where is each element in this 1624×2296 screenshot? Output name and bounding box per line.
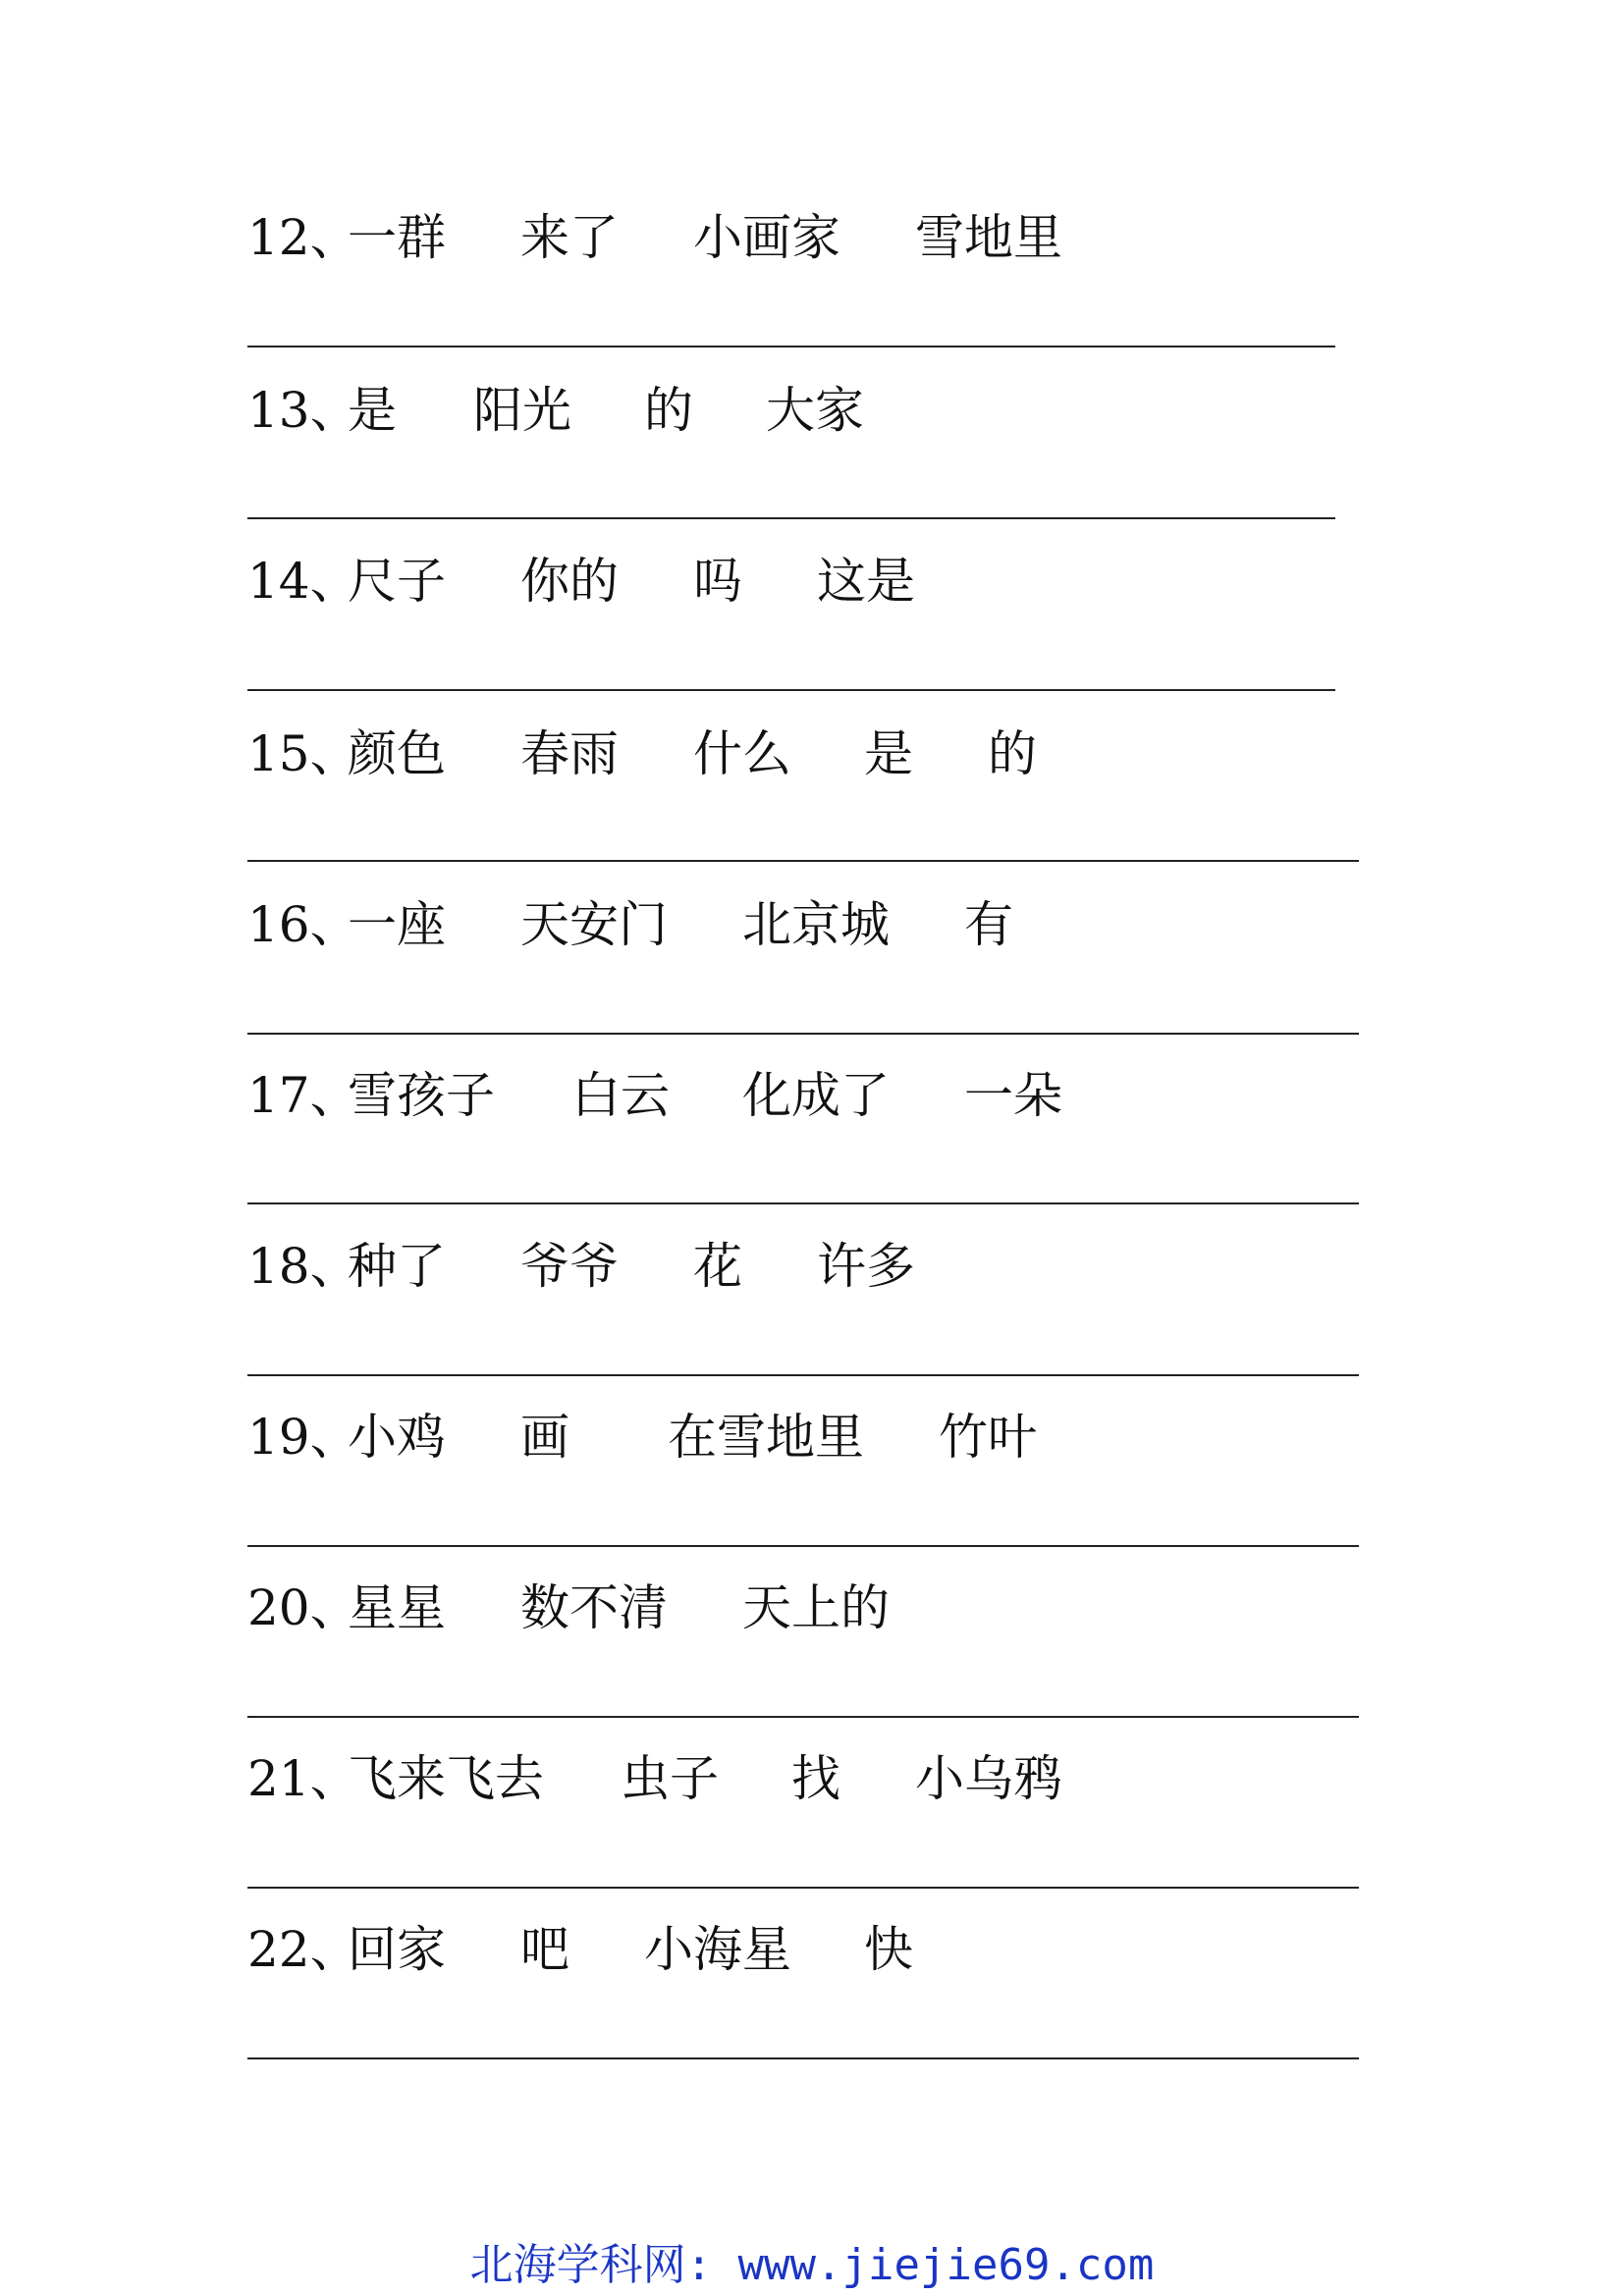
word-chip: 雪地里 [915, 209, 1062, 266]
answer-line [247, 1374, 1359, 1376]
footer-site-url[interactable]: 北海学科网: www.jiejie69.com [469, 2240, 1155, 2290]
word-chip: 小鸡 [348, 1409, 446, 1466]
word-chip: 爷爷 [520, 1238, 619, 1295]
word-chip: 一座 [348, 896, 446, 953]
word-chip: 尺子 [348, 553, 446, 610]
word-chip: 吧 [520, 1921, 569, 1978]
answer-line [247, 1033, 1359, 1035]
word-chip: 北京城 [742, 896, 890, 953]
word-chip: 有 [964, 896, 1013, 953]
exercise-number: 13、 [247, 382, 359, 439]
exercise-number: 18、 [247, 1238, 359, 1295]
word-chip: 画 [520, 1409, 569, 1466]
word-chip: 什么 [693, 725, 791, 782]
word-chip: 春雨 [520, 725, 619, 782]
answer-line [247, 689, 1335, 691]
answer-line [247, 1887, 1359, 1889]
answer-line [247, 860, 1359, 862]
answer-line [247, 1545, 1359, 1547]
word-chip: 数不清 [520, 1579, 668, 1636]
answer-line [247, 517, 1335, 519]
answer-line [247, 1716, 1359, 1718]
word-chip: 星星 [348, 1579, 446, 1636]
word-chip: 你的 [520, 553, 619, 610]
word-chip: 花 [693, 1238, 742, 1295]
word-chip: 天安门 [520, 896, 668, 953]
word-chip: 小画家 [693, 209, 840, 266]
word-chip: 一朵 [964, 1067, 1062, 1124]
exercise-number: 12、 [247, 209, 359, 266]
answer-line [247, 2057, 1359, 2059]
word-chip: 的 [988, 725, 1037, 782]
exercise-number: 21、 [247, 1750, 359, 1807]
word-chip: 这是 [817, 553, 915, 610]
word-chip: 快 [864, 1921, 913, 1978]
answer-line [247, 346, 1335, 347]
word-chip: 阳光 [473, 382, 571, 439]
word-chip: 颜色 [348, 725, 446, 782]
word-chip: 白云 [571, 1067, 670, 1124]
word-chip: 回家 [348, 1921, 446, 1978]
word-chip: 找 [791, 1750, 840, 1807]
exercise-number: 16、 [247, 896, 359, 953]
answer-line [247, 1202, 1359, 1204]
exercise-number: 22、 [247, 1921, 359, 1978]
word-chip: 小海星 [644, 1921, 791, 1978]
word-chip: 在雪地里 [668, 1409, 864, 1466]
word-chip: 吗 [693, 553, 742, 610]
word-chip: 来了 [520, 209, 619, 266]
word-chip: 天上的 [742, 1579, 890, 1636]
word-chip: 大家 [766, 382, 864, 439]
word-chip: 种了 [348, 1238, 446, 1295]
exercise-number: 14、 [247, 553, 359, 610]
exercise-number: 19、 [247, 1409, 359, 1466]
exercise-number: 15、 [247, 725, 359, 782]
word-chip: 雪孩子 [348, 1067, 495, 1124]
word-chip: 化成了 [742, 1067, 890, 1124]
exercise-number: 20、 [247, 1579, 359, 1636]
word-chip: 虫子 [621, 1750, 719, 1807]
word-chip: 许多 [817, 1238, 915, 1295]
word-chip: 竹叶 [939, 1409, 1037, 1466]
word-chip: 小乌鸦 [915, 1750, 1062, 1807]
word-chip: 是 [864, 725, 913, 782]
word-chip: 的 [644, 382, 693, 439]
exercise-number: 17、 [247, 1067, 359, 1124]
word-chip: 飞来飞去 [348, 1750, 544, 1807]
word-chip: 是 [348, 382, 397, 439]
word-chip: 一群 [348, 209, 446, 266]
